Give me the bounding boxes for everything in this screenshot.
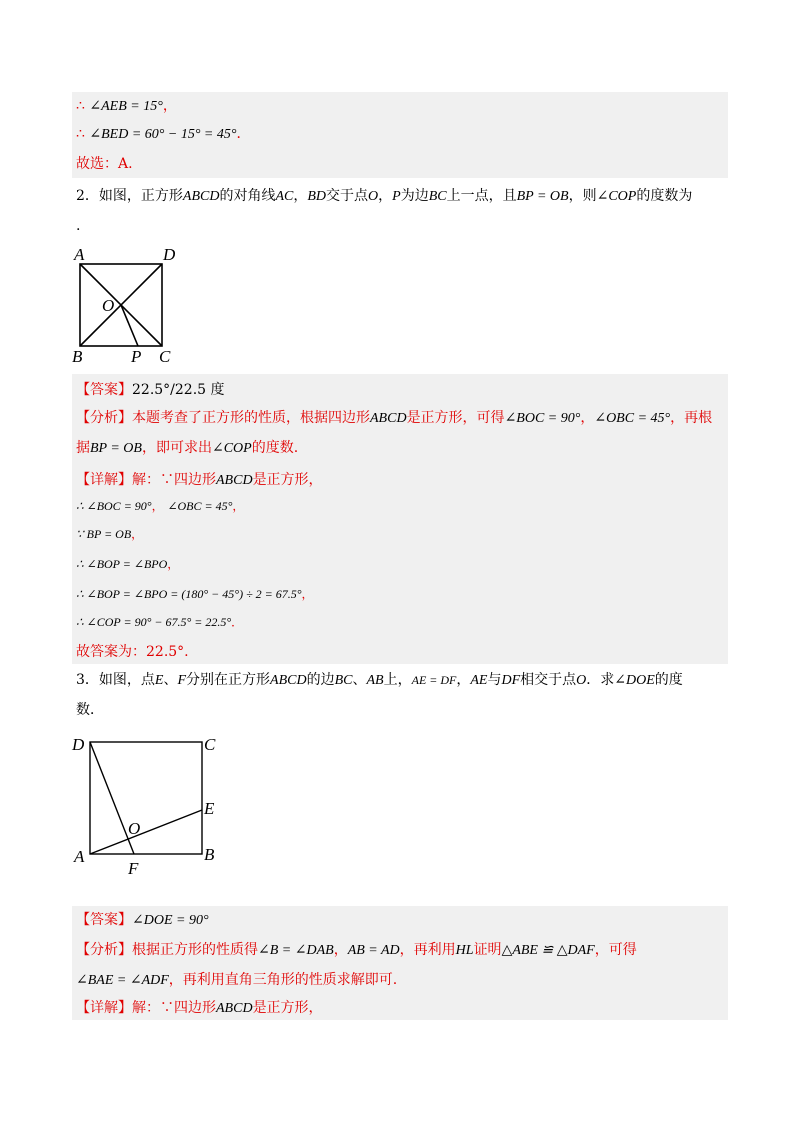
question-3-prompt-tail: 数．: [76, 702, 104, 718]
q2-analysis-line-1: 【分析】本题考查了正方形的性质，根据四边形ABCD是正方形，可得∠BOC = 90°，∠OBC = 45°，再根: [76, 410, 713, 426]
square-abcd-outline: [90, 742, 202, 854]
math-aeb: ∠AEB = 15°: [89, 99, 163, 114]
solution-line-3: 故选：A.: [76, 156, 133, 172]
math-bed: ∠BED = 60° − 15° = 45°: [89, 127, 237, 142]
label-o: O: [128, 819, 141, 838]
solution-line-1: ∴ ∠AEB = 15°，: [76, 98, 177, 114]
q2-step-5: ∴ ∠COP = 90° − 67.5° = 22.5°．: [76, 615, 244, 629]
q3-analysis-line-1: 【分析】根据正方形的性质得∠B = ∠DAB，AB = AD，再利用HL证明△ABE ≌ △DAF，可得: [76, 942, 637, 958]
q3-analysis-line-2: ∠BAE = ∠ADF，再利用直角三角形的性质求解即可.: [76, 972, 398, 988]
label-c: C: [159, 347, 171, 366]
label-e: E: [204, 799, 215, 818]
label-d: D: [72, 735, 85, 754]
q2-detail-line: 【详解】解：∵四边形ABCD是正方形，: [76, 472, 323, 488]
label-o: O: [102, 296, 115, 315]
segment-op: [121, 305, 138, 346]
q2-analysis-line-2: 据BP = OB，即可求出∠COP的度数.: [76, 440, 299, 456]
label-p: P: [131, 347, 142, 366]
label-c: C: [204, 735, 216, 754]
solution-line-2: ∴ ∠BED = 60° − 15° = 45°．: [76, 126, 251, 142]
label-f: F: [128, 859, 139, 878]
q2-step-4: ∴ ∠BOP = ∠BPO = (180° − 45°) ÷ 2 = 67.5°，: [76, 587, 314, 601]
label-b: B: [72, 347, 83, 366]
q2-step-2: ∵ BP = OB，: [76, 527, 144, 541]
label-a: A: [74, 847, 85, 866]
figure-q2-square: [70, 244, 190, 366]
q3-answer: 【答案】∠DOE = 90°: [76, 912, 209, 928]
q2-answer: 【答案】22.5°/22.5 度: [76, 382, 225, 398]
q2-final-answer: 故答案为：22.5°.: [76, 644, 189, 660]
q2-step-1: ∴ ∠BOC = 90°， ∠OBC = 45°，: [76, 499, 245, 513]
label-b: B: [204, 845, 215, 864]
label-d: D: [163, 245, 176, 264]
question-3-prompt: 3．如图，点E、F分别在正方形ABCD的边BC、AB上，AE = DF，AE与DF相交于点O．求∠DOE的度: [76, 672, 683, 688]
question-2-prompt: 2．如图，正方形ABCD的对角线AC，BD交于点O，P为边BC上一点，且BP = OB，则∠COP的度数为: [76, 188, 693, 204]
q3-detail-line: 【详解】解：∵四边形ABCD是正方形，: [76, 1000, 323, 1016]
q2-step-3: ∴ ∠BOP = ∠BPO，: [76, 557, 180, 571]
label-a: A: [74, 245, 85, 264]
segment-ae: [90, 810, 202, 854]
figure-q3-square: [70, 730, 230, 880]
question-2-prompt-tail: .: [76, 218, 81, 234]
